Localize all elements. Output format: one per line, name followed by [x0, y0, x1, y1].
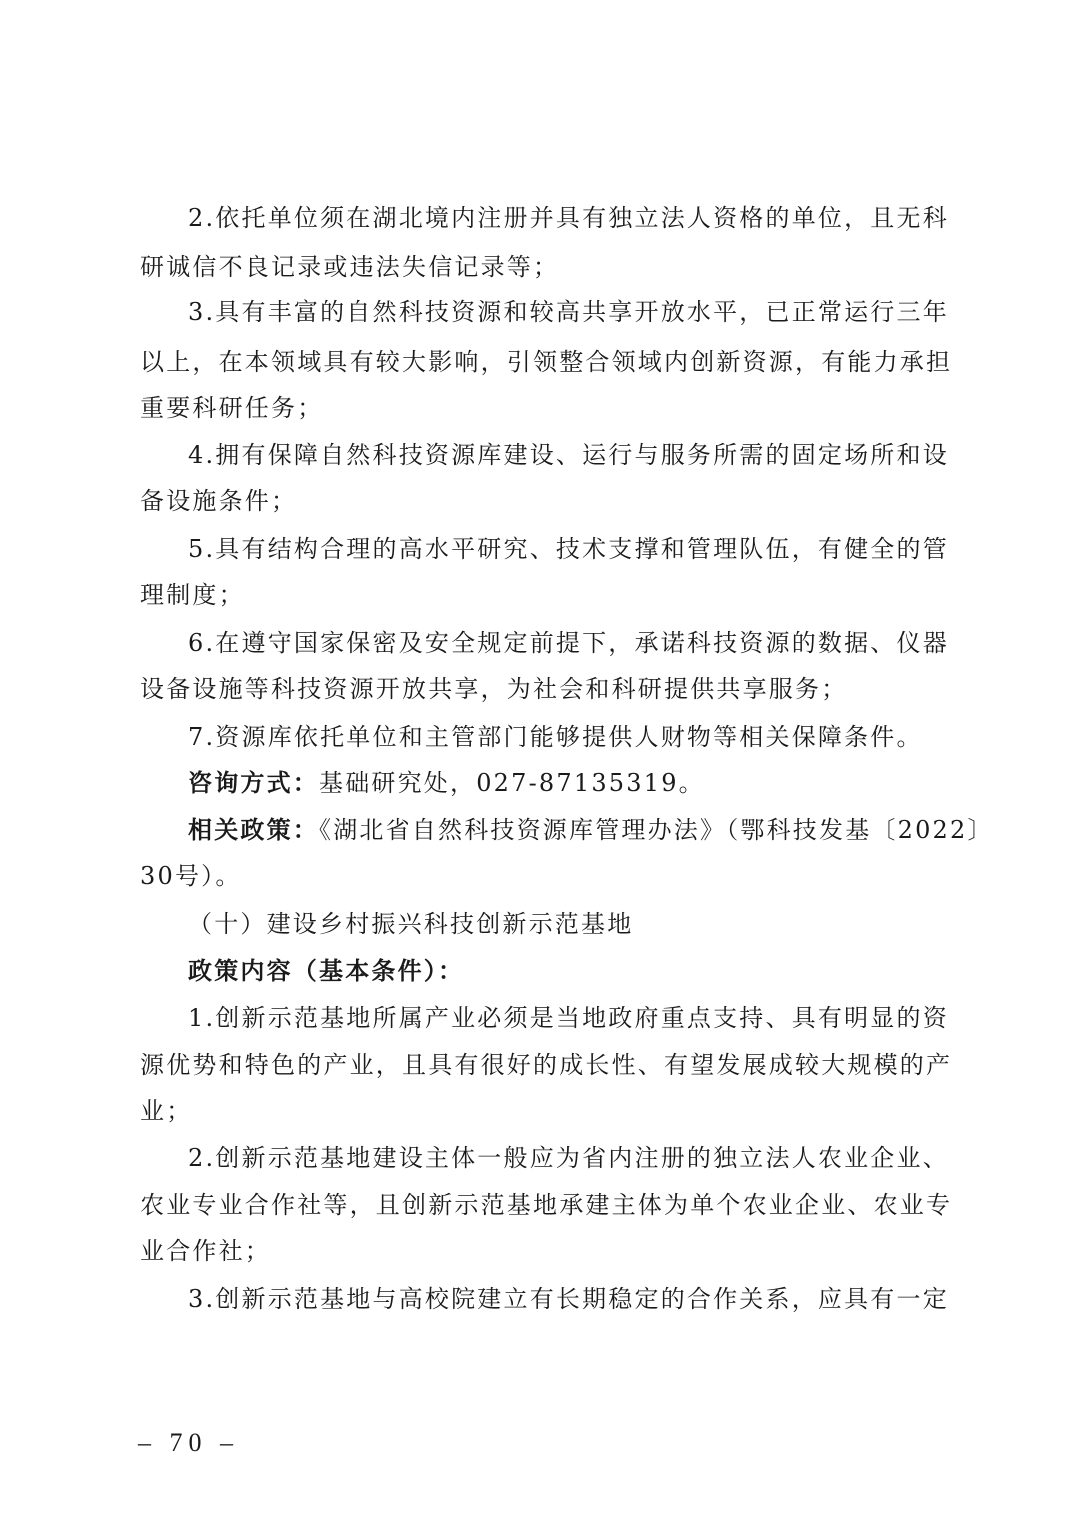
- paragraph-line: 5.具有结构合理的高水平研究、技术支撑和管理队伍，有健全的管: [188, 535, 949, 563]
- consult-text: 基础研究处，027-87135319。: [319, 769, 705, 797]
- paragraph-line: 研诚信不良记录或违法失信记录等；: [140, 253, 560, 281]
- page-number: – 70 –: [138, 1428, 239, 1457]
- paragraph-line: 2.创新示范基地建设主体一般应为省内注册的独立法人农业企业、: [188, 1144, 949, 1172]
- paragraph-line: 理制度；: [140, 581, 245, 609]
- policy-text: 《湖北省自然科技资源库管理办法》（鄂科技发基〔2022〕: [319, 816, 994, 844]
- paragraph-line: 业合作社；: [140, 1237, 271, 1265]
- policy-line: [188, 815, 994, 845]
- paragraph-line: 7.资源库依托单位和主管部门能够提供人财物等相关保障条件。: [188, 723, 923, 751]
- paragraph-line: 农业专业合作社等，且创新示范基地承建主体为单个农业企业、农业专: [140, 1191, 953, 1219]
- paragraph-line: 源优势和特色的产业，且具有很好的成长性、有望发展成较大规模的产: [140, 1051, 953, 1079]
- paragraph-line: 2.依托单位须在湖北境内注册并具有独立法人资格的单位，且无科: [188, 204, 949, 232]
- paragraph-line: 6.在遵守国家保密及安全规定前提下，承诺科技资源的数据、仪器: [188, 629, 949, 657]
- paragraph-line: 备设施条件；: [140, 487, 298, 515]
- paragraph-line: 以上，在本领域具有较大影响，引领整合领域内创新资源，有能力承担: [140, 348, 953, 376]
- paragraph-line: 1.创新示范基地所属产业必须是当地政府重点支持、具有明显的资: [188, 1004, 949, 1032]
- paragraph-line: 重要科研任务；: [140, 394, 324, 422]
- paragraph-line: 4.拥有保障自然科技资源库建设、运行与服务所需的固定场所和设: [188, 441, 949, 469]
- policy-line-continued: 30号）。: [140, 862, 242, 890]
- section-title: （十）建设乡村振兴科技创新示范基地: [188, 910, 634, 938]
- consult-line: [188, 768, 930, 798]
- paragraph-line: 设备设施等科技资源开放共享，为社会和科研提供共享服务；: [140, 675, 848, 703]
- paragraph-line: 业；: [140, 1097, 193, 1125]
- paragraph-line: 3.具有丰富的自然科技资源和较高共享开放水平，已正常运行三年: [188, 298, 949, 326]
- paragraph-line: 3.创新示范基地与高校院建立有长期稳定的合作关系，应具有一定: [188, 1285, 949, 1313]
- consult-label: 咨询方式：: [188, 768, 319, 797]
- content-heading: 政策内容（基本条件）：: [188, 956, 465, 985]
- policy-label: 相关政策：: [188, 815, 319, 844]
